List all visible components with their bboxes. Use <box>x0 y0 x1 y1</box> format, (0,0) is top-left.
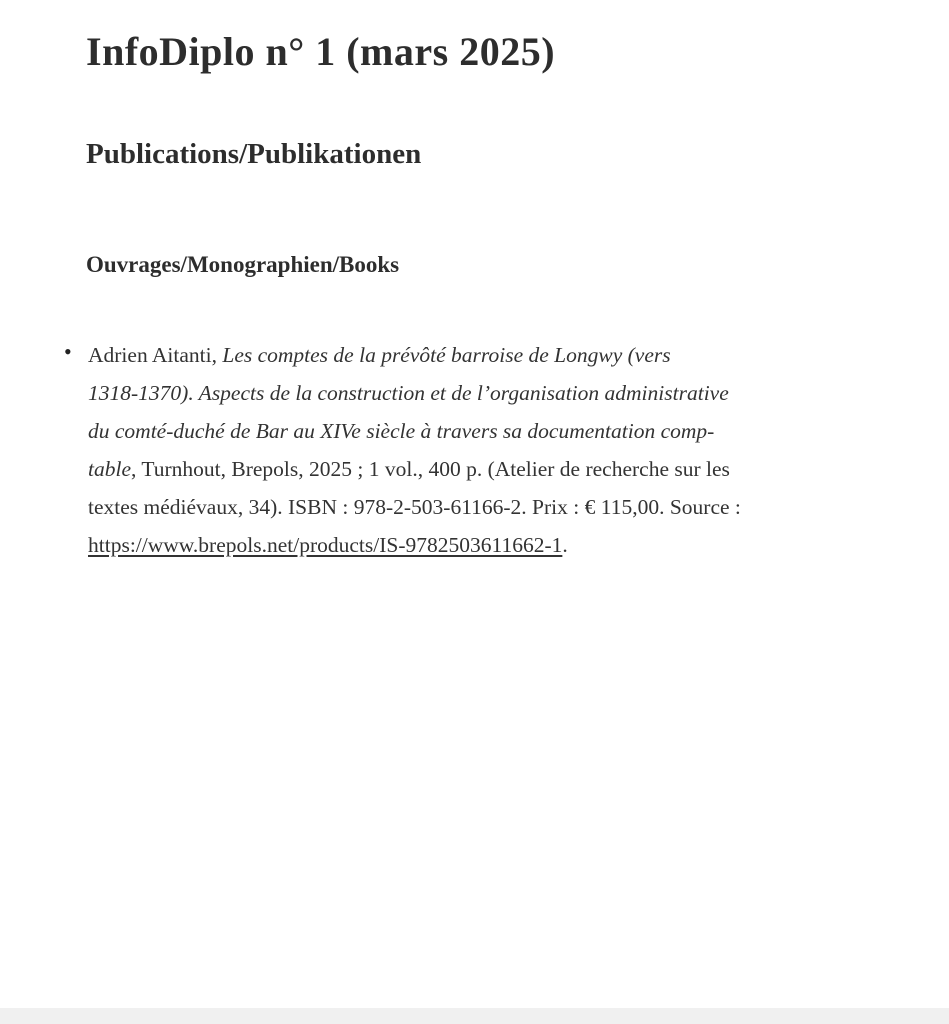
citation-text: textes médiévaux, 34). ISBN : 978-2-503-61166-2. Prix : € 115,00. Source : <box>88 495 741 519</box>
page-title: InfoDiplo n° 1 (mars 2025) <box>86 29 556 74</box>
citation-line <box>88 488 878 526</box>
citation-line <box>88 450 878 488</box>
book-covers-image <box>0 592 949 1005</box>
citation-line <box>88 336 878 374</box>
page-bottom-strip <box>0 1008 949 1024</box>
citation-text: 1318-1370). Aspects de la construction et de l’organisation administrative <box>88 381 729 405</box>
citation-line <box>88 526 878 564</box>
citation-lines <box>88 336 878 564</box>
citation-line <box>88 412 878 450</box>
subsection-heading: Ouvrages/Monographien/Books <box>86 252 400 277</box>
citation-text: table <box>88 457 131 481</box>
citation-text: , Turnhout, Brepols, 2025 ; 1 vol., 400 p. (Atelier de recherche sur les <box>131 457 730 481</box>
section-heading: Publications/Publikationen <box>86 138 422 170</box>
citation-line <box>88 374 878 412</box>
citation-text: Les comptes de la prévôté barroise de Longwy (vers <box>222 343 671 367</box>
citation-text: . <box>562 533 568 557</box>
list-bullet: • <box>64 339 72 364</box>
citation-text: Adrien Aitanti, <box>88 343 223 367</box>
citation-link[interactable]: https://www.brepols.net/products/IS-9782503611662-1 <box>88 533 563 557</box>
citation-text: du comté-duché de Bar au XIVe siècle à travers sa documentation comp- <box>88 419 715 443</box>
